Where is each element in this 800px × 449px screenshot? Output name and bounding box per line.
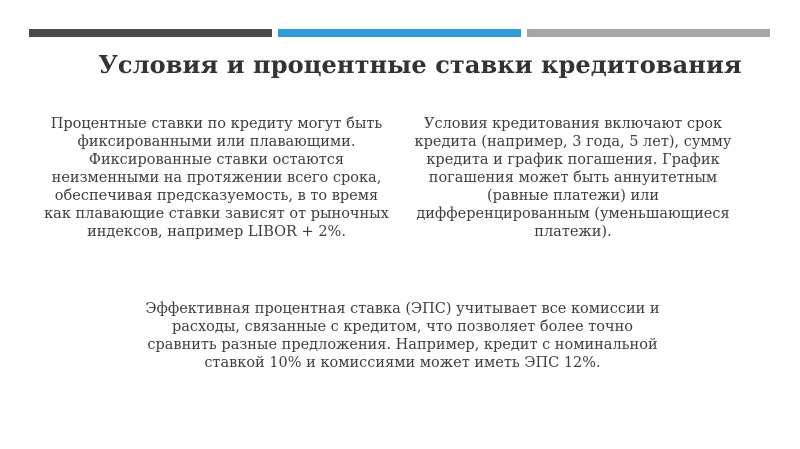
right-paragraph: Условия кредитования включают срок кредита (например, 3 года, 5 лет), сумму кредита и график погашения. График погашения может быть аннуитетным (равные платежи) или дифференцированным (уменьшающиеся платежи). [414, 116, 732, 240]
header-bar-dark [29, 29, 272, 37]
header-bar-gray [527, 29, 770, 37]
left-paragraph: Процентные ставки по кредиту могут быть фиксированными или плавающими. Фиксированные ставки остаются неизменными на протяжении всего срока, обеспечивая предсказуемость, в то время как плавающие ставки зависят от рыночных индексов, например LIBOR + 2%. [44, 116, 389, 240]
header-bar-blue [278, 29, 521, 37]
slide-title: Условия и процентные ставки кредитования [98, 50, 742, 79]
bottom-paragraph: Эффективная процентная ставка (ЭПС) учитывает все комиссии и расходы, связанные с кредитом, что позволяет более точно сравнить разные предложения. Например, кредит с номинальной ставкой 10% и комиссиями может иметь ЭПС 12%. [145, 301, 660, 371]
